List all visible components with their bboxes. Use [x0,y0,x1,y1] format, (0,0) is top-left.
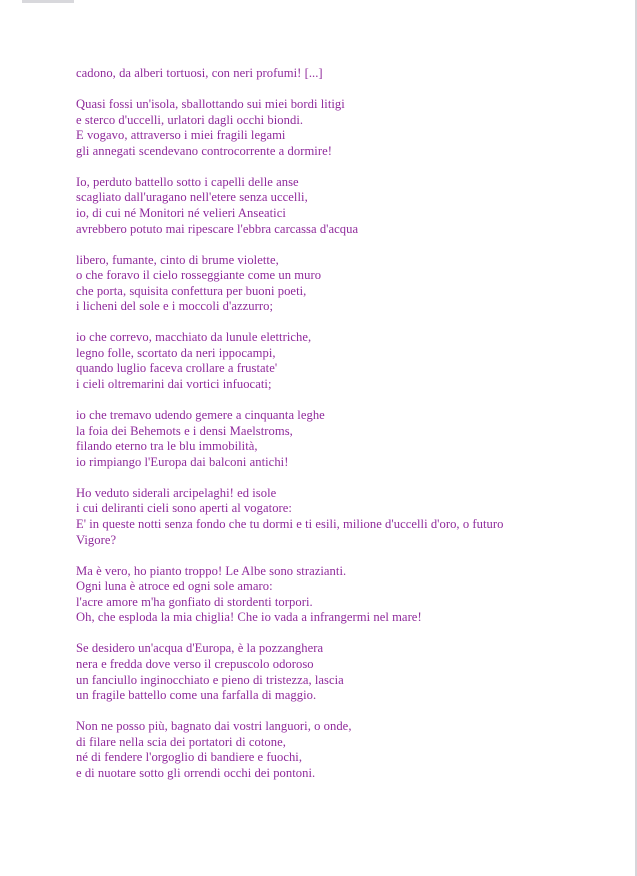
poem-line: o che foravo il cielo rosseggiante come un muro [76,268,322,283]
poem-line: io che tremavo udendo gemere a cinquanta leghe [76,408,325,423]
poem-line: scagliato dall'uragano nell'etere senza uccelli, [76,190,308,205]
stanza-5 [76,330,616,392]
poem-line: io rimpiango l'Europa dai balconi antichi! [76,454,289,469]
poem-line: i licheni del sole e i moccoli d'azzurro; [76,299,274,314]
stanza-4 [76,253,616,315]
poem-line: Se desidero un'acqua d'Europa, è la pozzanghera [76,641,324,656]
poem-line: e di nuotare sotto gli orrendi occhi dei pontoni. [76,765,316,780]
stanza-1 [76,66,616,82]
poem-line: un fragile battello come una farfalla di maggio. [76,688,317,703]
poem-line: io che correvo, macchiato da lunule elettriche, [76,330,312,345]
stanza-2 [76,97,616,159]
poem-line: nera e fredda dove verso il crepuscolo odoroso [76,656,314,671]
poem-line: l'acre amore m'ha gonfiato di stordenti torpori. [76,594,313,609]
poem-line: gli annegati scendevano controcorrente a dormire! [76,143,332,158]
poem-line: i cui deliranti cieli sono aperti al vogatore: [76,501,292,516]
poem-line: Vigore? [76,532,117,547]
stanza-3 [76,175,616,237]
stanza-6 [76,408,616,470]
poem-line: Quasi fossi un'isola, sballottando sui miei bordi litigi [76,96,345,111]
poem-line: e sterco d'uccelli, urlatori dagli occhi biondi. [76,112,304,127]
stanza-9 [76,641,616,703]
poem-line: avrebbero potuto mai ripescare l'ebbra carcassa d'acqua [76,221,359,236]
poem-line: io, di cui né Monitori né velieri Anseatici [76,205,286,220]
poem-line: Ogni luna è atroce ed ogni sole amaro: [76,579,273,594]
poem-line: libero, fumante, cinto di brume violette, [76,252,279,267]
poem-line: E vogavo, attraverso i miei fragili legami [76,128,286,143]
poem-line: filando eterno tra le blu immobilità, [76,439,258,454]
poem-line: né di fendere l'orgoglio di bandiere e fuochi, [76,750,303,765]
poem-line: Non ne posso più, bagnato dai vostri languori, o onde, [76,719,352,734]
scan-artifact-top [22,0,74,3]
poem-line: Ho veduto siderali arcipelaghi! ed isole [76,485,277,500]
stanza-8 [76,564,616,626]
poem-line: che porta, squisita confettura per buoni poeti, [76,283,307,298]
poem-line: Ma è vero, ho pianto troppo! Le Albe sono strazianti. [76,563,347,578]
poem-line: E' in queste notti senza fondo che tu dormi e ti esili, milione d'uccelli d'oro, o futuro [76,517,504,531]
poem-line: Io, perduto battello sotto i capelli delle anse [76,174,299,189]
poem-line: di filare nella scia dei portatori di cotone, [76,734,286,749]
poem-line: quando luglio faceva crollare a frustate' [76,361,278,376]
stanza-7 [76,486,616,548]
poem-line: la foia dei Behemots e i densi Maelstroms, [76,423,293,438]
poem-text [76,66,616,797]
stanza-10 [76,719,616,781]
poem-line: Oh, che esploda la mia chiglia! Che io vada a infrangermi nel mare! [76,610,422,625]
poem-line: cadono, da alberi tortuosi, con neri profumi! [...] [76,66,323,80]
poem-line: un fanciullo inginocchiato e pieno di tristezza, lascia [76,672,344,687]
poem-line: legno folle, scortato da neri ippocampi, [76,345,276,360]
poem-line: i cieli oltremarini dai vortici infuocati; [76,377,272,392]
